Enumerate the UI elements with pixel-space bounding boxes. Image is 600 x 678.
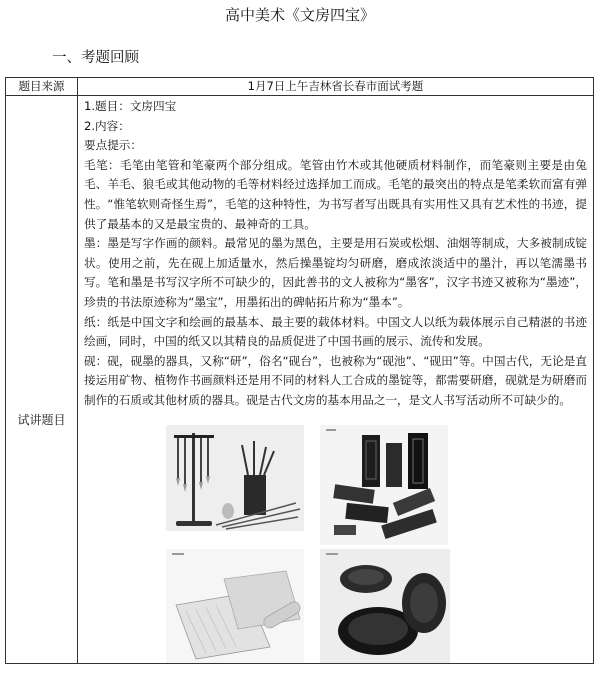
paragraph-brush: 毛笔：毛笔由笔管和笔豪两个部分组成。笔管由竹木或其他硬质材料制作，而笔豪则主要是由兔毛、羊毛、狼毛或其他动物的毛等材料经过选择加工而成。毛笔的最突出的特点是笔柔软而富有弹性。“惟笔软则奇怪生焉”，毛笔的这种特性，为书写者写出既具有实用性又具有艺术性的书迹，提供了最基本的又是最宝贵的、最神奇的工具。 [84,157,587,231]
line-content: 2.内容： [84,118,130,133]
table-header-row [6,78,594,96]
paragraph-ink: 墨：墨是写字作画的颜料。最常见的墨为黑色，主要是用石炭或松烟、油烟等制成，大多被制成锭状。使用之前，先在砚上加适量水，然后操墨锭均匀研磨，磨成浓淡适中的墨汁，再以笔濡墨书写。笔和墨是书写汉字所不可缺少的，因此善书的文人被称为“墨客”，汉字书迹又被称为“墨迹”，珍贵的书法原迹称为“墨宝”，用墨拓出的碑帖拓片称为“墨本”。 [84,236,587,309]
brushes-photo-icon [166,425,304,531]
section-heading: 一、考题回顾 [52,50,139,66]
paragraph-inkstone: 砚：砚，砚墨的器具，又称“研”，俗名“砚台”，也被称为“砚池”、“砚田”等。中国古代，无论是直接运用矿物、植物作书画颜料还是用不同的材料人工合成的墨锭等，都需要研磨，砚就是为研磨而制作的石质或其他材质的器具。砚是古代文房的基本用品之一，是文人书写活动所不可缺少的。 [84,353,587,407]
line-tips: 要点提示： [84,138,142,153]
content-cell [78,96,594,664]
row-label: 试讲题目 [17,412,66,427]
exam-table [5,77,594,664]
figures-area [84,425,587,663]
line-topic: 1.题目：文房四宝 [84,99,177,113]
inkstones-photo-icon [320,549,450,663]
table-content-row [6,96,594,664]
ink-sticks-photo-icon [320,425,448,545]
header-source-label: 题目来源 [6,78,78,96]
paragraph-paper: 纸：纸是中国文字和绘画的最基本、最主要的载体材料。中国文人以纸为载体展示自己精湛的书迹绘画，同时，中国的纸又以其精良的品质促进了中国书画的展示、流传和发展。 [84,314,587,349]
page-title: 高中美术《文房四宝》 [224,6,375,24]
paper-photo-icon [166,549,304,663]
header-source-value: 1月7日上午吉林省长春市面试考题 [78,78,594,96]
row-label-cell [6,96,78,664]
